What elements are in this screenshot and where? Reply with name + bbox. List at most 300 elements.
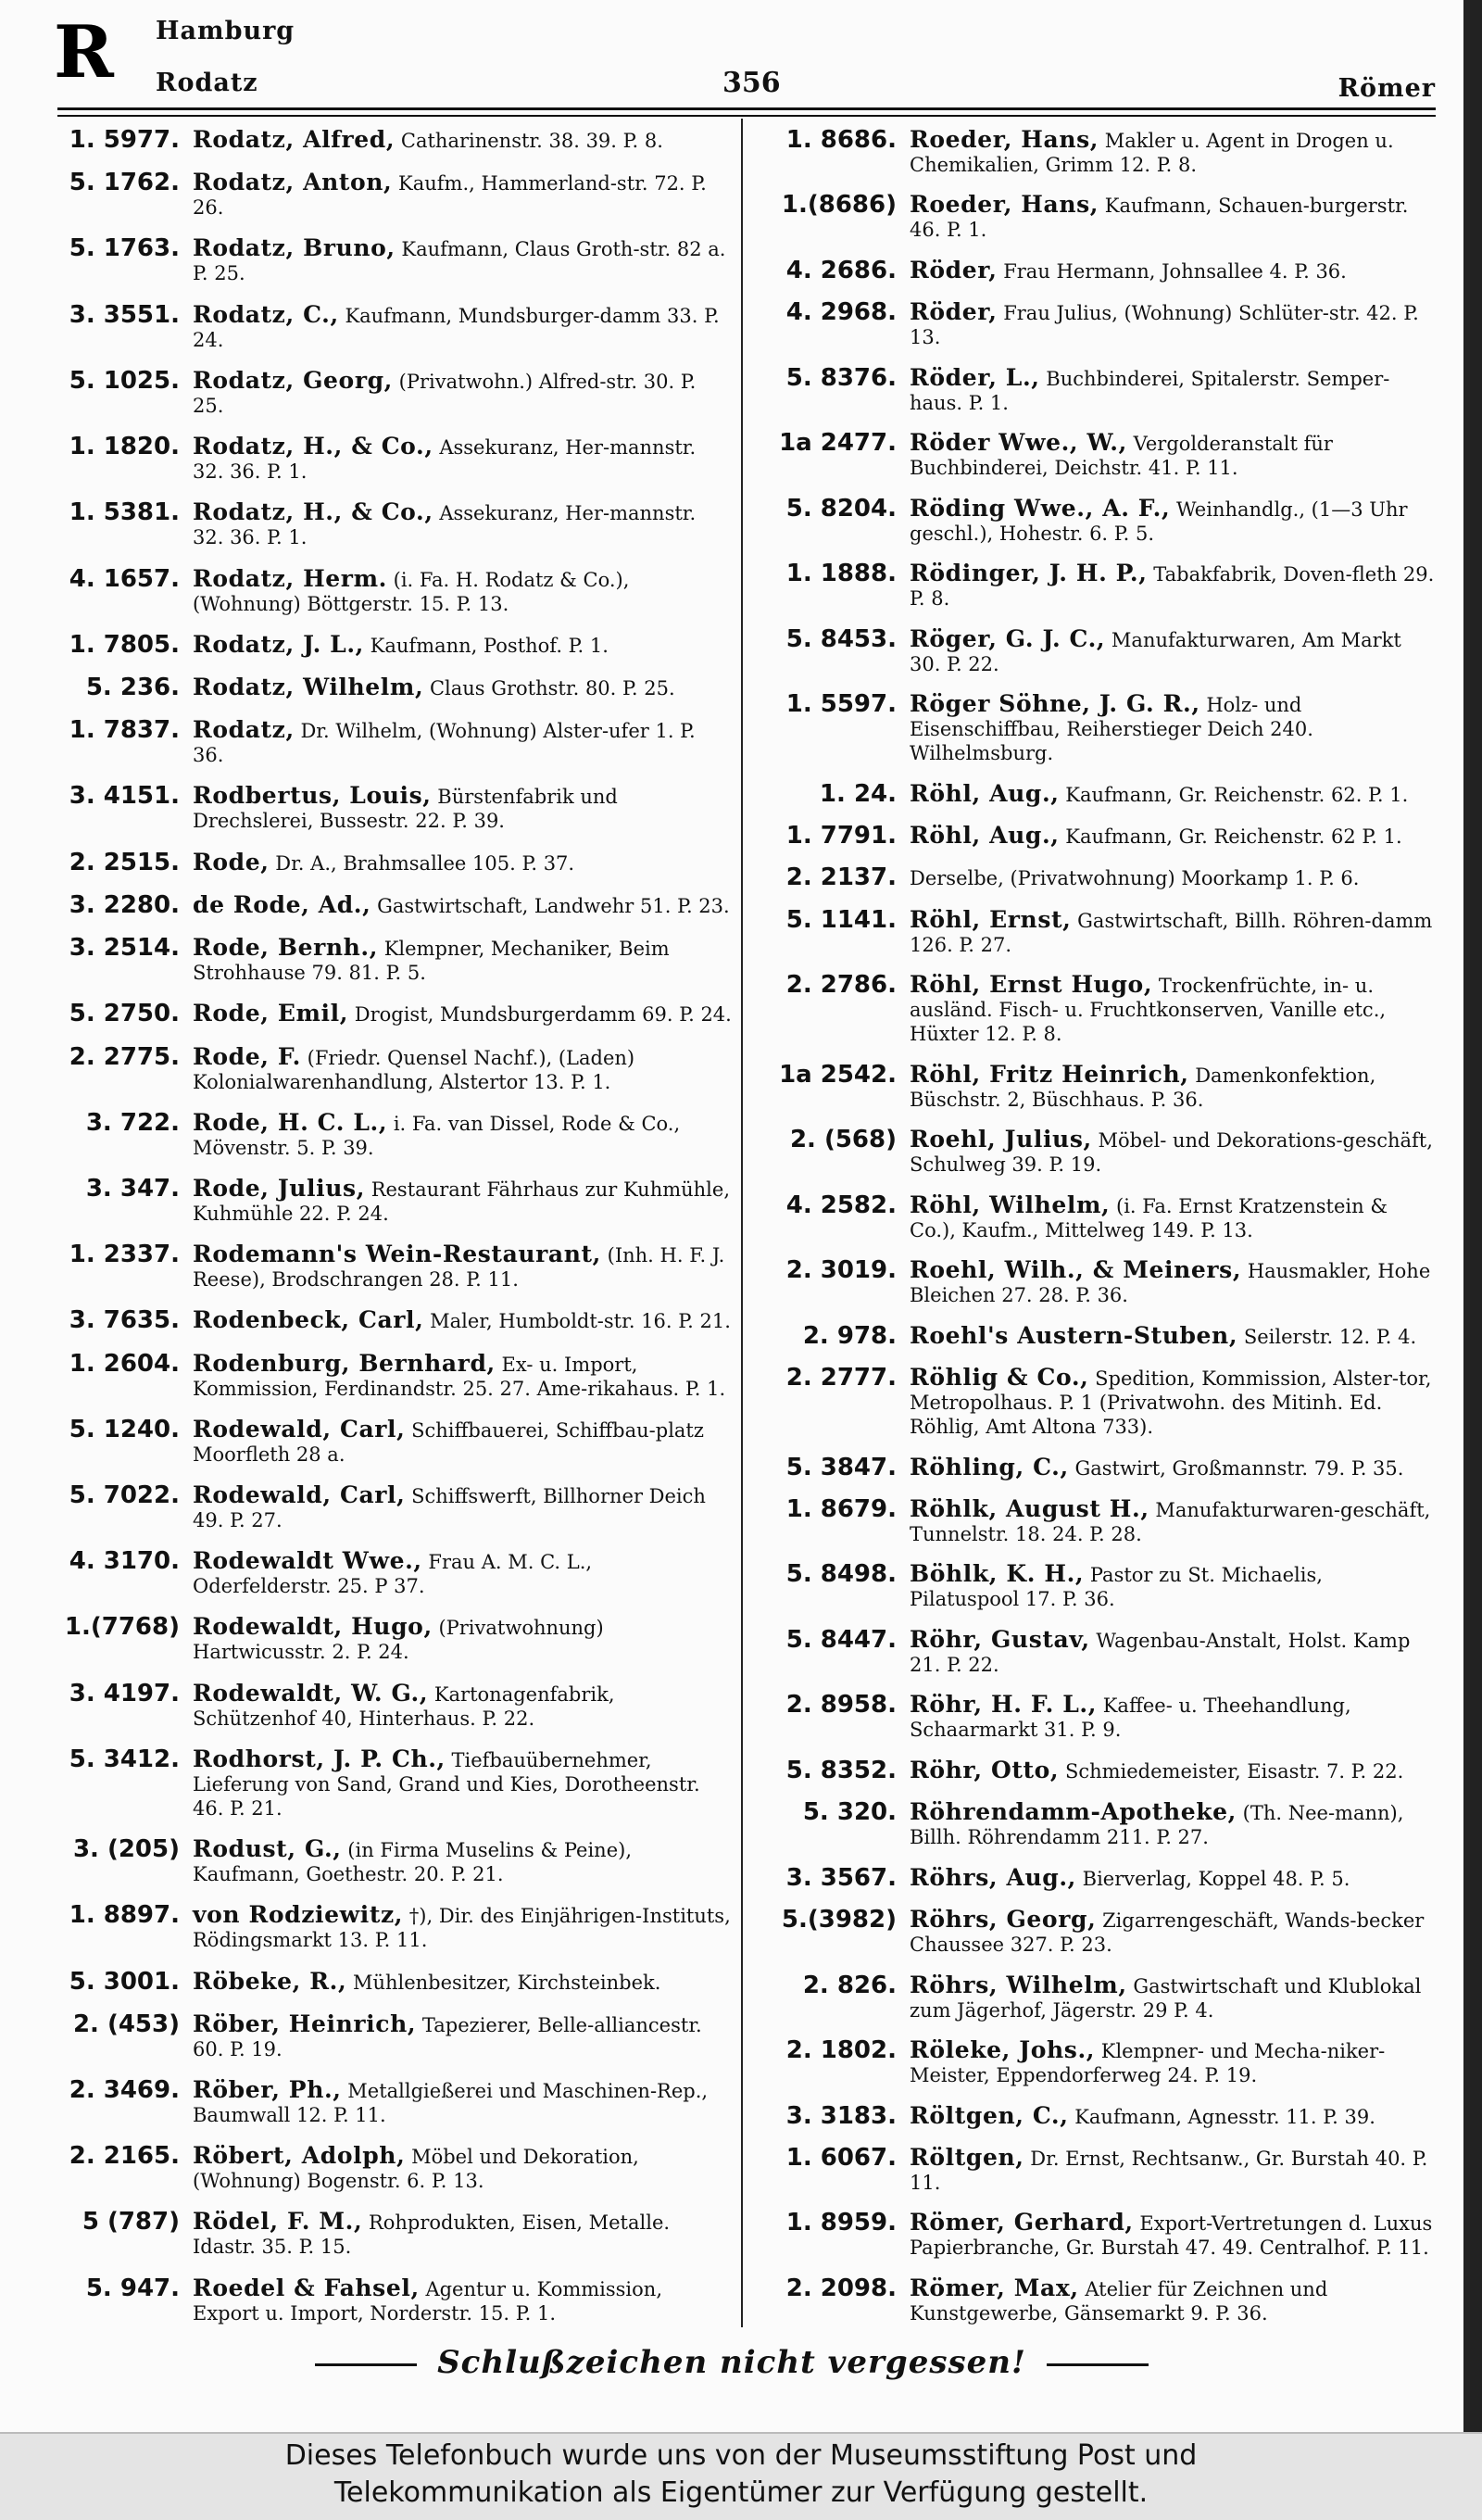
phone-number: 5. 3847. (785, 1453, 897, 1481)
entry-details: Weinhandlg., (1—3 Uhr geschl.), Hohestr. 6. P. 5. (910, 498, 1408, 545)
entry-name: Röder Wwe., W., (910, 429, 1127, 457)
column-divider (741, 119, 743, 2327)
entry-details: Dr. A., Brahmsallee 105. P. 37. (275, 851, 575, 875)
entry-details: (in Firma Muselins & Peine), Kaufmann, Goethestr. 20. P. 21. (193, 1839, 633, 1886)
entry-text (193, 1481, 732, 1532)
entry-text (910, 780, 1438, 807)
phone-number: 2. 1802. (785, 2036, 897, 2065)
entry-details: Kaufmann, Claus Groth-str. 82 a. P. 25. (193, 238, 726, 285)
entry-details: Kaufmann, Gr. Reichenstr. 62 P. 1. (1065, 825, 1402, 848)
phone-number: 5. 8447. (785, 1625, 897, 1654)
entry-text (910, 1191, 1438, 1242)
entry-text (910, 2144, 1438, 2195)
phone-number: 5. 1762. (69, 169, 180, 197)
directory-entry (774, 690, 1438, 765)
entry-text (193, 631, 732, 658)
entry-name: Röhrs, Wilhelm, (910, 1971, 1127, 1998)
entry-name: Röltgen, C., (910, 2101, 1069, 2129)
phone-number: 2. (568) (789, 1126, 897, 1154)
directory-entry (57, 674, 732, 701)
directory-entry (774, 625, 1438, 676)
phone-number: 1. 1820. (69, 433, 180, 461)
phone-number: 3. (205) (72, 1835, 180, 1864)
directory-entry (774, 2274, 1438, 2325)
header-rule-top (57, 107, 1436, 110)
phone-number: 1. 8897. (69, 1901, 180, 1930)
phone-number: 1. 5597. (785, 690, 897, 719)
entry-text (193, 1416, 732, 1467)
entry-name: Rodatz, Wilhelm, (193, 673, 424, 700)
directory-entry (774, 1322, 1438, 1350)
directory-entry (57, 1000, 732, 1027)
entry-name: Roehl, Wilh., & Meiners, (910, 1256, 1242, 1284)
entry-name: Röder, (910, 298, 998, 326)
entry-name: Rodenbeck, Carl, (193, 1306, 424, 1334)
entry-details: Damenkonfektion, Büschstr. 2, Büschhaus. P. 36. (910, 1064, 1376, 1111)
directory-entry (57, 1043, 732, 1094)
entry-text (910, 2036, 1438, 2087)
phone-number: 5. 8376. (785, 363, 897, 392)
entry-name: Röhl, Aug., (910, 821, 1060, 849)
entry-name: Böhlk, K. H., (910, 1560, 1085, 1588)
directory-entry (57, 1680, 732, 1731)
entry-details: Dr. Ernst, Rechtsanw., Gr. Burstah 40. P. 11. (910, 2147, 1428, 2194)
phone-number: 1.(8686) (781, 191, 897, 220)
directory-entry (774, 298, 1438, 349)
directory-entry (57, 716, 732, 767)
directory-entry (57, 498, 732, 549)
phone-number: 3. 347. (85, 1174, 180, 1203)
directory-entry (57, 1613, 732, 1664)
entry-text (193, 1901, 732, 1952)
entry-text (910, 2102, 1438, 2129)
phone-number: 5. 8204. (785, 494, 897, 523)
entry-details: Restaurant Fährhaus zur Kuhmühle, Kuhmühle 22. P. 24. (193, 1178, 730, 1225)
entry-details: i. Fa. van Dissel, Rode & Co., Mövenstr. 5. P. 39. (193, 1112, 681, 1159)
directory-entry (57, 126, 732, 154)
phone-number: 1. 7837. (69, 716, 180, 745)
entry-details: Frau A. M. C. L., Oderfelderstr. 25. P 37. (193, 1551, 593, 1598)
phone-number: 1. 5977. (69, 126, 180, 154)
entry-text (910, 1691, 1438, 1742)
directory-entry (774, 1798, 1438, 1849)
entry-name: Rodewaldt Wwe., (193, 1547, 422, 1575)
directory-entry (57, 1306, 732, 1334)
entry-text (910, 906, 1438, 957)
footer-slogan (0, 2344, 1463, 2381)
entry-text (910, 2209, 1438, 2260)
page-number: 356 (722, 67, 781, 99)
entry-text (910, 690, 1438, 765)
entry-text (193, 301, 732, 352)
phone-number: 2. 2775. (69, 1042, 180, 1071)
entry-name: Roedel & Fahsel, (193, 2274, 420, 2301)
entry-text (910, 1495, 1438, 1546)
slogan-dash-left (315, 2363, 417, 2366)
entry-text (193, 433, 732, 484)
directory-entry (57, 169, 732, 220)
directory-entry (57, 234, 732, 285)
entry-name: Rode, H. C. L., (193, 1108, 388, 1136)
phone-number: 2. 978. (802, 1321, 897, 1350)
directory-entry (774, 1256, 1438, 1307)
entry-name: Röhr, Otto, (910, 1756, 1060, 1783)
entry-details: Kaufmann, Mundsburger-damm 33. P. 24. (193, 304, 720, 351)
directory-entry (774, 495, 1438, 546)
entry-name: Rodatz, (193, 716, 295, 744)
entry-name: Rodatz, C., (193, 300, 339, 328)
entry-name: Römer, Gerhard, (910, 2209, 1134, 2236)
entry-text (910, 1322, 1438, 1349)
directory-entry (774, 1364, 1438, 1439)
entry-details: (Inh. H. F. J. Reese), Brodschrangen 28. P. 11. (193, 1244, 725, 1292)
entry-text (193, 1968, 732, 1995)
entry-name: Röhr, Gustav, (910, 1625, 1090, 1653)
entry-name: Röber, Heinrich, (193, 2010, 417, 2037)
notice-line-2: Telekommunikation als Eigentümer zur Verfügung gestellt. (333, 2476, 1149, 2509)
entry-text (910, 822, 1438, 849)
entry-text (193, 1109, 732, 1160)
entry-text (910, 495, 1438, 546)
phone-number: 1. 7805. (69, 630, 180, 659)
entry-text (910, 2274, 1438, 2325)
entry-name: Roehl, Julius, (910, 1126, 1092, 1153)
entry-details: Claus Grothstr. 80. P. 25. (429, 676, 675, 699)
directory-entry (774, 2036, 1438, 2087)
entry-name: Röder, L., (910, 363, 1040, 391)
directory-entry (774, 1906, 1438, 1957)
phone-number: 3. 3551. (69, 300, 180, 329)
phone-number: 5. 2750. (69, 1000, 180, 1028)
directory-entry (774, 1126, 1438, 1177)
entry-name: Rode, Emil, (193, 1000, 349, 1027)
entry-text (193, 2142, 732, 2193)
entry-name: Röbert, Adolph, (193, 2142, 406, 2170)
entry-text (193, 1835, 732, 1886)
directory-entry (774, 364, 1438, 415)
entry-name: Rode, Julius, (193, 1174, 365, 1202)
phone-number: 5. 947. (85, 2274, 180, 2302)
directory-entry (774, 1972, 1438, 2022)
phone-number: 3. 2280. (69, 890, 180, 919)
entry-text (910, 364, 1438, 415)
entry-name: Röding Wwe., A. F., (910, 494, 1171, 522)
phone-number: 5. 8453. (785, 624, 897, 653)
phone-number: 1.(7768) (64, 1613, 180, 1642)
directory-entry (57, 1350, 732, 1401)
entry-details: Gastwirtschaft, Landwehr 51. P. 23. (377, 894, 730, 917)
phone-number: 1. 6067. (785, 2143, 897, 2172)
entry-name: Röhl, Wilhelm, (910, 1191, 1111, 1218)
phone-number: 5. 8498. (785, 1560, 897, 1589)
directory-entry (57, 367, 732, 418)
phone-number: 2. 2165. (69, 2142, 180, 2171)
entry-text (910, 1560, 1438, 1611)
entry-name: Röbeke, R., (193, 1967, 347, 1995)
entry-name: Roeder, Hans, (910, 126, 1099, 153)
entry-text (193, 1175, 732, 1226)
slogan-dash-right (1047, 2363, 1149, 2366)
phone-number: 1. 2337. (69, 1241, 180, 1269)
entry-details: Tiefbauübernehmer, Lieferung von Sand, Grand und Kies, Dorotheenstr. 46. P. 21. (193, 1748, 700, 1820)
entry-details: Frau Hermann, Johnsallee 4. P. 36. (1003, 259, 1347, 283)
entry-name: Röhrendamm-Apotheke, (910, 1798, 1237, 1826)
entry-text (193, 716, 732, 767)
entry-details: Makler u. Agent in Drogen u. Chemikalien, Grimm 12. P. 8. (910, 130, 1394, 176)
phone-number: 4. 3170. (69, 1547, 180, 1576)
ownership-notice (0, 2432, 1482, 2520)
phone-number: 3. 2514. (69, 934, 180, 963)
phone-number: 4. 1657. (69, 564, 180, 593)
entry-text (910, 863, 1438, 890)
entry-text (910, 1626, 1438, 1677)
phone-number: 2. 2098. (785, 2274, 897, 2302)
entry-details: Atelier für Zeichnen und Kunstgewerbe, Gänsemarkt 9. P. 36. (910, 2277, 1328, 2325)
entry-text (193, 2208, 732, 2259)
phone-number: 2. 2777. (785, 1364, 897, 1392)
entry-text (910, 257, 1438, 284)
entry-text (193, 2274, 732, 2325)
entry-details: Drogist, Mundsburgerdamm 69. P. 24. (354, 1003, 732, 1027)
entry-details: Buchbinderei, Spitalerstr. Semper-haus. P. 1. (910, 367, 1390, 414)
entry-text (193, 169, 732, 220)
directory-entry (57, 1745, 732, 1821)
entry-name: Röhl, Ernst Hugo, (910, 971, 1153, 999)
phone-number: 5. 1025. (69, 366, 180, 395)
entry-text (910, 1864, 1438, 1891)
phone-number: 3. 3567. (785, 1863, 897, 1892)
phone-number: 5. 8352. (785, 1756, 897, 1784)
entry-name: Röhl, Fritz Heinrich, (910, 1060, 1189, 1088)
entry-name: Rodatz, H., & Co., (193, 498, 433, 526)
phone-number: 4. 2686. (785, 256, 897, 284)
phone-number: 3. 722. (85, 1108, 180, 1137)
entry-details: Catharinenstr. 38. 39. P. 8. (400, 130, 663, 152)
phone-number: 3. 7635. (69, 1306, 180, 1335)
directory-entry (57, 1835, 732, 1886)
entry-details: Agentur u. Kommission, Export u. Import, Norderstr. 15. P. 1. (193, 2277, 662, 2325)
entry-name: Rode, (193, 848, 270, 876)
phone-number: 3. 3183. (785, 2101, 897, 2130)
directory-entry (57, 1109, 732, 1160)
phone-number: 1a 2542. (779, 1060, 897, 1089)
entry-name: Rodewald, Carl, (193, 1415, 406, 1443)
directory-entry (774, 2209, 1438, 2260)
entry-name: Rodenburg, Bernhard, (193, 1349, 496, 1377)
entry-name: Roeder, Hans, (910, 191, 1099, 219)
right-column (774, 126, 1438, 2325)
directory-entry (774, 863, 1438, 891)
entry-details: Klempner, Mechaniker, Beim Strohhause 79. 81. P. 5. (193, 938, 670, 985)
directory-entry (774, 2144, 1438, 2195)
directory-entry (57, 631, 732, 659)
phone-number: 5. 1141. (785, 905, 897, 934)
phone-number: 2. 3019. (785, 1256, 897, 1285)
entry-name: Rodatz, Alfred, (193, 126, 396, 153)
directory-entry (57, 433, 732, 484)
entry-name: Roehl's Austern-Stuben, (910, 1321, 1238, 1349)
phone-number: 5.(3982) (781, 1906, 897, 1934)
entry-text (910, 1061, 1438, 1112)
entry-name: Röhl, Aug., (910, 779, 1060, 807)
directory-entry (774, 1691, 1438, 1742)
phone-number: 1. 8686. (785, 126, 897, 154)
entry-name: Röger, G. J. C., (910, 624, 1106, 652)
entry-details: Kartonagenfabrik, Schützenhof 40, Hinterhaus. P. 22. (193, 1682, 615, 1730)
entry-text (193, 782, 732, 833)
entry-text (193, 1547, 732, 1598)
entry-name: Rode, F. (193, 1042, 301, 1070)
entry-details: Pastor zu St. Michaelis, Pilatuspool 17. P. 36. (910, 1564, 1323, 1611)
entry-details: (Privatwohnung) Hartwicusstr. 2. P. 24. (193, 1617, 604, 1664)
directory-entry (57, 565, 732, 616)
entry-text (910, 971, 1438, 1046)
entry-name: Röleke, Johs., (910, 2036, 1096, 2064)
entry-details: Kaufmann, Agnesstr. 11. P. 39. (1074, 2105, 1375, 2128)
entry-name: Rödinger, J. H. P., (910, 560, 1148, 587)
directory-entry (57, 1968, 732, 1996)
directory-entry (774, 257, 1438, 284)
entry-text (910, 1454, 1438, 1480)
entry-text (193, 1680, 732, 1731)
directory-entry (774, 1864, 1438, 1892)
entry-details: Manufakturwaren-geschäft, Tunnelstr. 18. 24. P. 28. (910, 1498, 1431, 1545)
entry-name: Röhlk, August H., (910, 1494, 1149, 1522)
entry-text (193, 565, 732, 616)
directory-entry (774, 126, 1438, 177)
entry-name: Röger Söhne, J. G. R., (910, 690, 1200, 718)
directory-entry (774, 780, 1438, 808)
entry-details: Gastwirtschaft, Billh. Röhren-damm 126. P. 27. (910, 909, 1433, 956)
entry-name: Röhling, C., (910, 1453, 1069, 1480)
entry-details: Schmiedemeister, Eisastr. 7. P. 22. (1064, 1759, 1404, 1783)
directory-entry (57, 1416, 732, 1467)
header-last-entry: Römer (1338, 74, 1436, 103)
header-city: Hamburg (156, 17, 295, 45)
phone-number: 1. 5381. (69, 498, 180, 527)
entry-details: Frau Julius, (Wohnung) Schlüter-str. 42. P. 13. (910, 302, 1419, 349)
phone-number: 2. 2137. (785, 863, 897, 892)
entry-name: Rodatz, Herm. (193, 564, 387, 592)
directory-entry (57, 2208, 732, 2259)
entry-details: Assekuranz, Her-mannstr. 32. 36. P. 1. (193, 502, 697, 549)
entry-name: Röder, (910, 256, 998, 284)
directory-entry (774, 2102, 1438, 2130)
entry-text (193, 1350, 732, 1401)
phone-number: 5. 236. (85, 673, 180, 701)
entry-text (193, 234, 732, 285)
entry-details: (i. Fa. H. Rodatz & Co.), (Wohnung) Böttgerstr. 15. P. 13. (193, 568, 630, 615)
directory-entry (57, 1241, 732, 1292)
left-column (57, 126, 732, 2325)
entry-text (193, 1306, 732, 1333)
directory-entry (774, 906, 1438, 957)
entry-details: Zigarrengeschäft, Wands-becker Chaussee 327. P. 23. (910, 1909, 1425, 1957)
notice-line-1: Dieses Telefonbuch wurde uns von der Museumsstiftung Post und (284, 2439, 1198, 2472)
entry-details: Tapezierer, Belle-alliancestr. 60. P. 19. (193, 2013, 702, 2060)
entry-details: Export-Vertretungen d. Luxus Papierbranche, Gr. Burstah 47. 49. Centralhof. P. 11. (910, 2212, 1433, 2260)
entry-name: Rodatz, J. L., (193, 630, 364, 658)
entry-name: Röltgen, (910, 2143, 1024, 2171)
entry-details: Bürstenfabrik und Drechslerei, Bussestr. 22. P. 39. (193, 786, 618, 833)
entry-text (193, 1745, 732, 1821)
directory-entry (57, 2010, 732, 2061)
entry-name: Rodatz, H., & Co., (193, 433, 433, 460)
phone-number: 1. 24. (819, 779, 897, 808)
phone-number: 2. 3469. (69, 2076, 180, 2104)
entry-text (193, 498, 732, 549)
entry-text (193, 674, 732, 700)
entry-name: Rodatz, Bruno, (193, 234, 396, 262)
entry-text (910, 126, 1438, 177)
entry-name: Rodewald, Carl, (193, 1481, 406, 1509)
entry-text (910, 560, 1438, 611)
entry-details: Derselbe, (Privatwohnung) Moorkamp 1. P. 6. (910, 867, 1360, 890)
entry-text (193, 2076, 732, 2127)
header-first-entry: Rodatz (156, 69, 258, 97)
directory-entry (774, 429, 1438, 480)
entry-text (193, 849, 732, 876)
entry-details: Assekuranz, Her-mannstr. 32. 36. P. 1. (193, 436, 697, 484)
directory-entry (57, 1481, 732, 1532)
entry-text (910, 1126, 1438, 1177)
directory-entry (57, 2142, 732, 2193)
phone-number: 1a 2477. (779, 429, 897, 458)
entry-name: de Rode, Ad., (193, 890, 371, 918)
phone-number: 2. 826. (802, 1971, 897, 1999)
phone-number: 4. 2582. (785, 1191, 897, 1219)
entry-details: †), Dir. des Einjährigen-Instituts, Rödingsmarkt 13. P. 11. (193, 1905, 731, 1952)
entry-name: Rodatz, Georg, (193, 366, 393, 394)
phone-number: 1. 1888. (785, 560, 897, 588)
entry-details: Kaufm., Hammerland-str. 72. P. 26. (193, 172, 707, 220)
entry-name: Rodewaldt, Hugo, (193, 1613, 433, 1641)
section-letter: R (54, 10, 114, 94)
entry-details: Maler, Humboldt-str. 16. P. 21. (430, 1310, 731, 1333)
entry-text (193, 367, 732, 418)
entry-details: (Th. Nee-mann), Billh. Röhrendamm 211. P. 27. (910, 1802, 1404, 1849)
entry-details: (i. Fa. Ernst Kratzenstein & Co.), Kaufm., Mittelweg 149. P. 13. (910, 1194, 1388, 1241)
entry-text (193, 934, 732, 985)
entry-name: Rodemann's Wein-Restaurant, (193, 1241, 601, 1268)
entry-details: Ex- u. Import, Kommission, Ferdinandstr. 25. 27. Ame-rikahaus. P. 1. (193, 1353, 726, 1400)
entry-details: (Friedr. Quensel Nachf.), (Laden) Kolonialwarenhandlung, Alstertor 13. P. 1. (193, 1046, 635, 1093)
entry-details: Möbel- und Dekorations-geschäft, Schulweg 39. P. 19. (910, 1129, 1433, 1177)
phone-number: 5 (787) (82, 2208, 180, 2236)
entry-text (910, 1256, 1438, 1307)
entry-details: Tabakfabrik, Doven-fleth 29. P. 8. (910, 563, 1435, 611)
entry-text (910, 191, 1438, 242)
directory-entry (57, 1901, 732, 1952)
entry-details: Seilerstr. 12. P. 4. (1243, 1325, 1417, 1348)
directory-entry (57, 849, 732, 876)
phone-number: 4. 2968. (785, 298, 897, 327)
phone-number: 3. 4151. (69, 782, 180, 811)
entry-details: Mühlenbesitzer, Kirchsteinbek. (352, 1971, 661, 1994)
entry-details: Kaufmann, Gr. Reichenstr. 62. P. 1. (1065, 783, 1409, 806)
entry-details: Rohprodukten, Eisen, Metalle. Idastr. 35. P. 15. (193, 2211, 671, 2259)
phone-number: 5. 3412. (69, 1745, 180, 1773)
entry-text (910, 1757, 1438, 1783)
entry-details: Schiffbauerei, Schiffbau-platz Moorfleth 28 a. (193, 1418, 704, 1466)
entry-details: Schiffswerft, Billhorner Deich 49. P. 27. (193, 1485, 706, 1532)
directory-entry (774, 560, 1438, 611)
entry-details: Trockenfrüchte, in- u. ausländ. Fisch- u. Fruchtkonserven, Vanille etc., Hüxter 12. P. 8. (910, 975, 1387, 1046)
phone-number: 1. 8959. (785, 2209, 897, 2237)
directory-entry (57, 934, 732, 985)
directory-entry (774, 1061, 1438, 1112)
phone-number: 5. 1240. (69, 1415, 180, 1443)
